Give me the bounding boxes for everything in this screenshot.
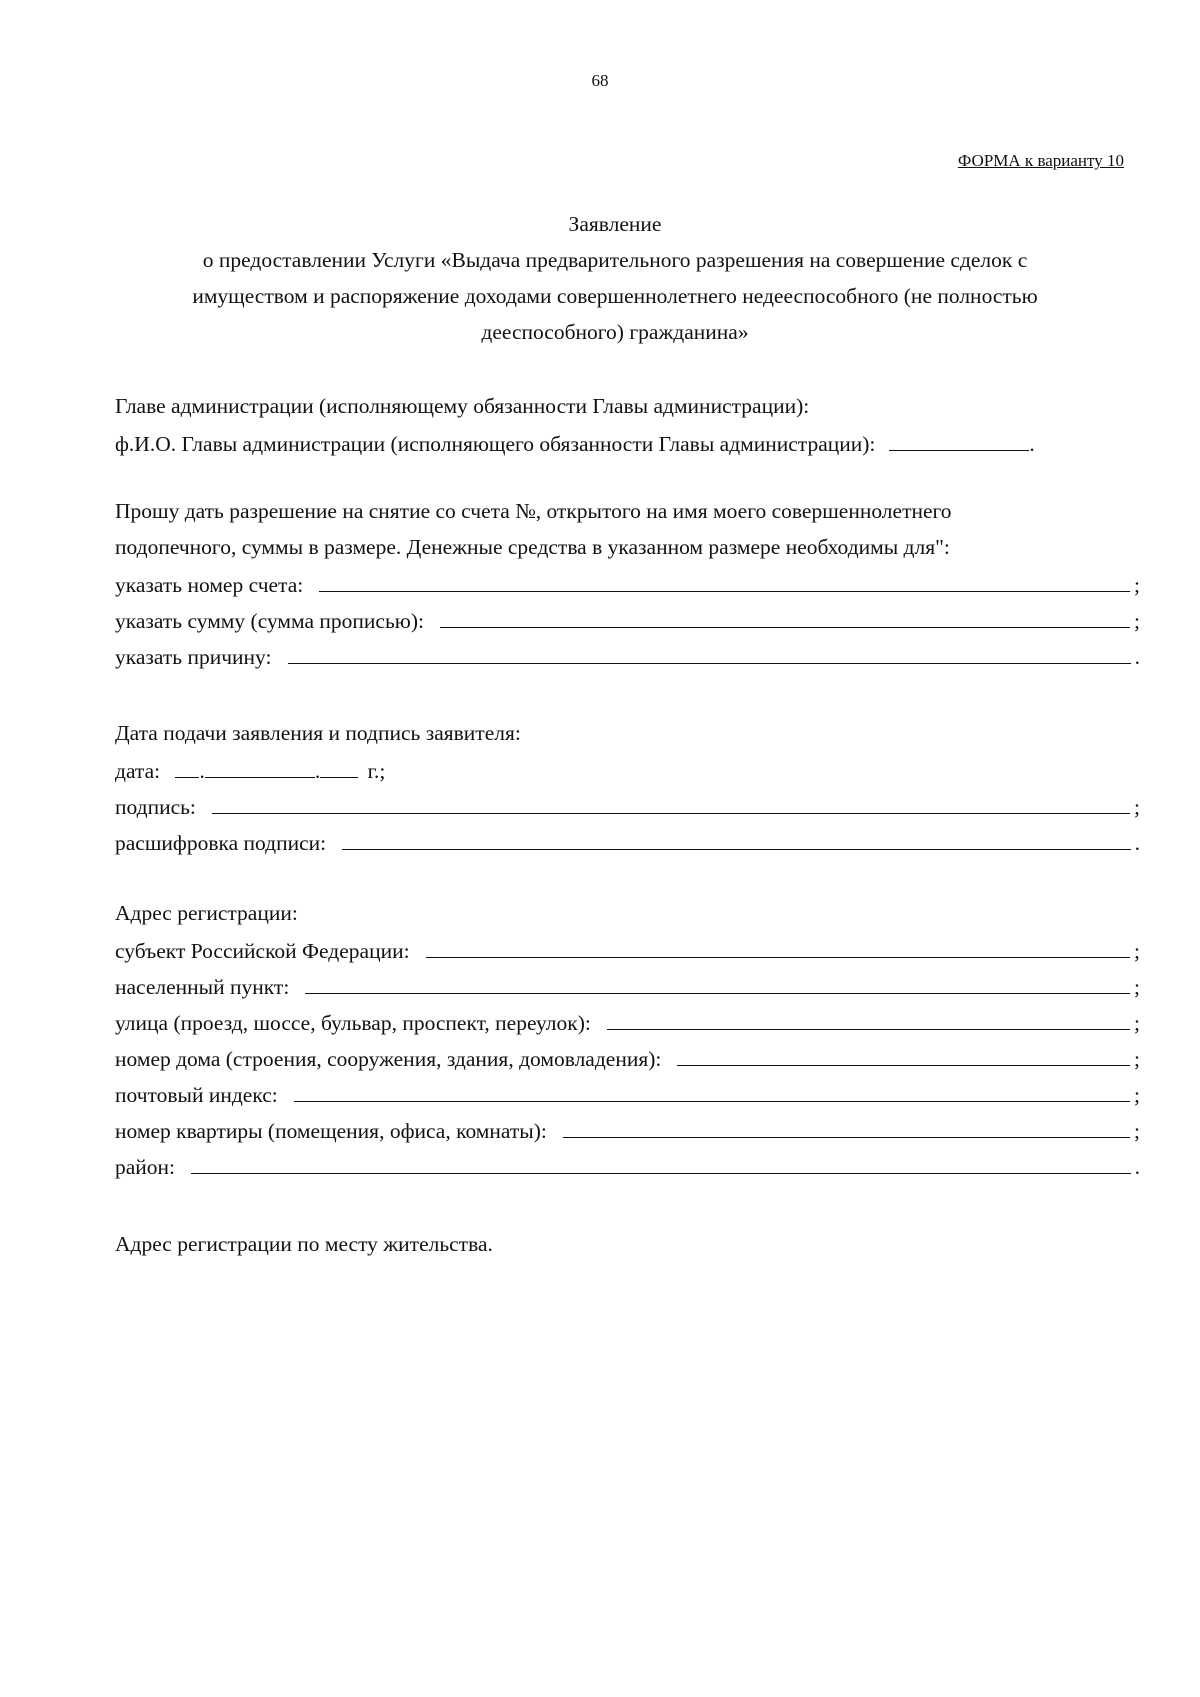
field-label: подпись: xyxy=(115,795,196,819)
signature-decoding-input-line[interactable] xyxy=(342,823,1130,850)
postal-code-input-line[interactable] xyxy=(294,1075,1130,1102)
signature-decoding-field xyxy=(115,823,1140,859)
addressee-section xyxy=(115,388,1140,460)
title-line: Заявление xyxy=(568,212,662,236)
field-end-punctuation: ; xyxy=(1134,1011,1140,1035)
reason-input-line[interactable] xyxy=(288,637,1131,664)
district-field xyxy=(115,1147,1140,1183)
amount-input-line[interactable] xyxy=(440,601,1130,628)
field-label: указать номер счета: xyxy=(115,573,304,597)
address-heading: Адрес регистрации: xyxy=(115,901,298,925)
amount-field xyxy=(115,601,1140,637)
date-label: дата: xyxy=(115,759,161,783)
date-month-input-line[interactable] xyxy=(205,751,315,778)
apartment-field xyxy=(115,1111,1140,1147)
request-text-line: подопечного, суммы в размере. Денежные средства в указанном размере необходимы для": xyxy=(115,535,950,559)
title-line: имуществом и распоряжение доходами совершеннолетнего недееспособного (не полностью xyxy=(192,284,1038,308)
apartment-input-line[interactable] xyxy=(563,1111,1130,1138)
date-year-input-line[interactable] xyxy=(320,751,358,778)
field-end-punctuation: ; xyxy=(1134,975,1140,999)
field-end-punctuation: ; xyxy=(1134,795,1140,819)
field-label: улица (проезд, шоссе, бульвар, проспект, переулок): xyxy=(115,1011,591,1035)
field-end-punctuation: . xyxy=(1134,831,1140,855)
region-field xyxy=(115,931,1140,967)
date-day-input-line[interactable] xyxy=(175,751,199,778)
locality-input-line[interactable] xyxy=(305,967,1130,994)
field-end-punctuation: ; xyxy=(1134,1119,1140,1143)
field-label: указать сумму (сумма прописью): xyxy=(115,609,424,633)
field-end-punctuation: . xyxy=(1029,432,1035,456)
date-separator: . xyxy=(314,759,321,783)
region-input-line[interactable] xyxy=(426,931,1130,958)
field-label: субъект Российской Федерации: xyxy=(115,939,410,963)
footer-note-section xyxy=(115,1226,1140,1262)
locality-field xyxy=(115,967,1140,1003)
reason-field xyxy=(115,637,1140,673)
street-field xyxy=(115,1003,1140,1039)
title-line: о предоставлении Услуги «Выдача предварительного разрешения на совершение сделок с xyxy=(202,248,1028,272)
address-section xyxy=(115,895,1140,1183)
field-end-punctuation: . xyxy=(1134,1155,1140,1179)
field-end-punctuation: . xyxy=(1134,645,1140,669)
field-label: район: xyxy=(115,1155,176,1179)
page-number: 68 xyxy=(591,71,609,90)
document-title xyxy=(120,206,1110,350)
house-number-input-line[interactable] xyxy=(677,1039,1130,1066)
field-end-punctuation: ; xyxy=(1134,939,1140,963)
postal-code-field xyxy=(115,1075,1140,1111)
signature-field xyxy=(115,787,1140,823)
field-label: расшифровка подписи: xyxy=(115,831,327,855)
street-input-line[interactable] xyxy=(607,1003,1130,1030)
account-number-field xyxy=(115,565,1140,601)
title-line: дееспособного) гражданина» xyxy=(481,320,749,344)
field-label: номер квартиры (помещения, офиса, комнаты): xyxy=(115,1119,547,1143)
form-variant-label: ФОРМА к варианту 10 xyxy=(957,151,1124,170)
field-end-punctuation: ; xyxy=(1134,573,1140,597)
signature-section xyxy=(115,715,1140,859)
date-separator: . xyxy=(199,759,205,783)
house-number-field xyxy=(115,1039,1140,1075)
field-label: почтовый индекс: xyxy=(115,1083,278,1107)
field-end-punctuation: ; xyxy=(1134,609,1140,633)
footer-note: Адрес регистрации по месту жительства. xyxy=(115,1232,493,1256)
fio-input-line[interactable] xyxy=(889,424,1029,451)
account-number-input-line[interactable] xyxy=(319,565,1130,592)
signature-input-line[interactable] xyxy=(212,787,1130,814)
field-label: указать причину: xyxy=(115,645,272,669)
request-text-line: Прошу дать разрешение на снятие со счета №, открытого на имя моего совершеннолетнего xyxy=(115,499,952,523)
addressee-line: Главе администрации (исполняющему обязанности Главы администрации): xyxy=(115,394,810,418)
date-suffix: г.; xyxy=(367,759,386,783)
request-section xyxy=(115,493,1140,673)
field-label: номер дома (строения, сооружения, здания, домовладения): xyxy=(115,1047,662,1071)
fio-label: ф.И.О. Главы администрации (исполняющего обязанности Главы администрации): xyxy=(115,432,876,456)
district-input-line[interactable] xyxy=(191,1147,1131,1174)
fio-field xyxy=(115,424,1140,460)
signature-heading: Дата подачи заявления и подпись заявителя: xyxy=(115,721,521,745)
field-end-punctuation: ; xyxy=(1134,1047,1140,1071)
field-label: населенный пункт: xyxy=(115,975,290,999)
date-field xyxy=(115,751,1140,787)
field-end-punctuation: ; xyxy=(1134,1083,1140,1107)
